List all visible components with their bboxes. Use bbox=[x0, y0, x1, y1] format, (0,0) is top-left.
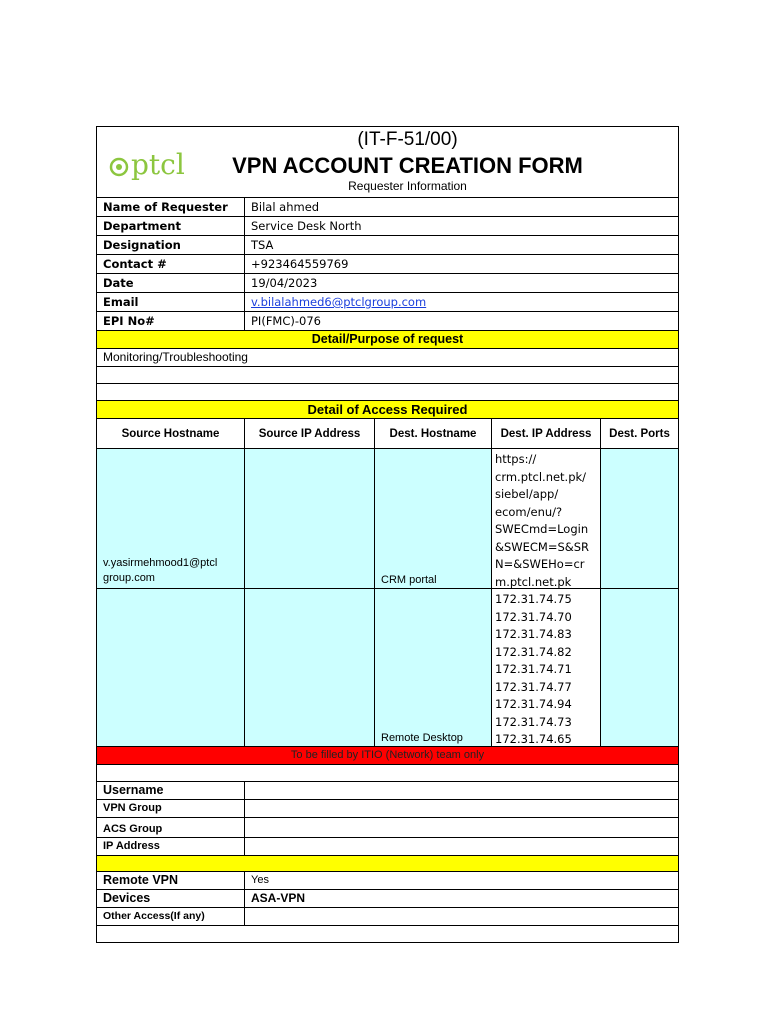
username-row bbox=[97, 782, 678, 800]
email-row bbox=[97, 293, 678, 312]
col-source-ip: Source IP Address bbox=[245, 419, 375, 449]
designation-field[interactable]: TSA bbox=[251, 238, 274, 252]
final-blank-row bbox=[97, 926, 678, 942]
row1-dest-ip[interactable] bbox=[492, 449, 601, 589]
row2-dest-ports[interactable] bbox=[601, 589, 678, 747]
contact-row bbox=[97, 255, 678, 274]
network-heading: To be filled by ITIO (Network) team only bbox=[97, 747, 678, 765]
logo-text: ptcl bbox=[131, 148, 185, 181]
yellow-separator bbox=[97, 856, 678, 872]
access-heading: Detail of Access Required bbox=[97, 401, 678, 419]
contact-field[interactable]: +923464559769 bbox=[251, 257, 349, 271]
row1-dest-ports[interactable] bbox=[601, 449, 678, 589]
row1-dest-ip-text: https:// crm.ptcl.net.pk/ siebel/app/ ecom/enu/? SWECmd=Login &SWECM=S&SR N=&SWEHo=cr m.ptcl.net.pk bbox=[495, 452, 590, 589]
row2-source-ip[interactable] bbox=[245, 589, 375, 747]
row2-dest-hostname[interactable] bbox=[375, 589, 492, 747]
col-dest-hostname: Dest. Hostname bbox=[375, 419, 492, 449]
epi-field[interactable]: PI(FMC)-076 bbox=[251, 314, 321, 328]
vpn-group-field[interactable] bbox=[245, 800, 678, 817]
vpn-group-row bbox=[97, 800, 678, 818]
epi-label: EPI No# bbox=[97, 312, 245, 330]
username-field[interactable] bbox=[245, 782, 678, 799]
department-row bbox=[97, 217, 678, 236]
requester-name-field[interactable]: Bilal ahmed bbox=[251, 200, 320, 214]
network-blank-row bbox=[97, 765, 678, 782]
username-label: Username bbox=[97, 782, 245, 799]
remote-vpn-label: Remote VPN bbox=[97, 872, 245, 889]
department-field[interactable]: Service Desk North bbox=[251, 219, 362, 233]
row2-source-hostname[interactable] bbox=[97, 589, 245, 747]
row2-dest-ip-text: 172.31.74.75 172.31.74.70 172.31.74.83 172.31.74.82 172.31.74.71 172.31.74.77 172.31.74.94 172.31.74.73 172.31.74.65 bbox=[495, 592, 572, 746]
acs-group-row bbox=[97, 818, 678, 838]
email-label: Email bbox=[97, 293, 245, 311]
epi-row bbox=[97, 312, 678, 331]
row1-dest-hostname-text: CRM portal bbox=[381, 574, 437, 586]
purpose-heading: Detail/Purpose of request bbox=[97, 331, 678, 349]
row1-source-hostname-text: v.yasirmehmood1@ptcl group.com bbox=[103, 557, 218, 584]
purpose-blank-row[interactable] bbox=[97, 367, 678, 384]
requester-name-label: Name of Requester bbox=[97, 198, 245, 216]
acs-group-label: ACS Group bbox=[97, 818, 245, 837]
row1-source-ip[interactable] bbox=[245, 449, 375, 589]
form-title: VPN ACCOUNT CREATION FORM bbox=[232, 153, 583, 178]
other-access-row bbox=[97, 908, 678, 926]
form-header bbox=[97, 127, 678, 198]
purpose-text[interactable]: Monitoring/Troubleshooting bbox=[97, 349, 678, 367]
col-source-hostname: Source Hostname bbox=[97, 419, 245, 449]
date-field[interactable]: 19/04/2023 bbox=[251, 276, 318, 290]
date-label: Date bbox=[97, 274, 245, 292]
form-code: (IT-F-51/00) bbox=[357, 129, 458, 150]
form-subtitle: Requester Information bbox=[348, 179, 467, 193]
ip-address-field[interactable] bbox=[245, 838, 678, 855]
devices-row bbox=[97, 890, 678, 908]
purpose-blank-row-2[interactable] bbox=[97, 384, 678, 401]
remote-vpn-field[interactable]: Yes bbox=[251, 874, 269, 886]
acs-group-field[interactable] bbox=[245, 818, 678, 837]
requester-name-row bbox=[97, 198, 678, 217]
col-dest-ports: Dest. Ports bbox=[601, 419, 678, 449]
date-row bbox=[97, 274, 678, 293]
email-link[interactable]: v.bilalahmed6@ptclgroup.com bbox=[251, 295, 427, 309]
row1-dest-hostname[interactable] bbox=[375, 449, 492, 589]
contact-label: Contact # bbox=[97, 255, 245, 273]
ip-address-row bbox=[97, 838, 678, 856]
other-access-label: Other Access(If any) bbox=[97, 908, 245, 925]
row2-dest-ip[interactable] bbox=[492, 589, 601, 747]
devices-field[interactable]: ASA-VPN bbox=[251, 891, 306, 905]
devices-label: Devices bbox=[97, 890, 245, 907]
vpn-form bbox=[96, 126, 679, 943]
col-dest-ip: Dest. IP Address bbox=[492, 419, 601, 449]
access-table bbox=[97, 419, 678, 747]
other-access-field[interactable] bbox=[245, 908, 678, 925]
designation-row bbox=[97, 236, 678, 255]
department-label: Department bbox=[97, 217, 245, 235]
row2-dest-hostname-text: Remote Desktop bbox=[381, 732, 463, 744]
designation-label: Designation bbox=[97, 236, 245, 254]
remote-vpn-row bbox=[97, 872, 678, 890]
ip-address-label: IP Address bbox=[97, 838, 245, 855]
vpn-group-label: VPN Group bbox=[97, 800, 245, 817]
row1-source-hostname[interactable] bbox=[97, 449, 245, 589]
